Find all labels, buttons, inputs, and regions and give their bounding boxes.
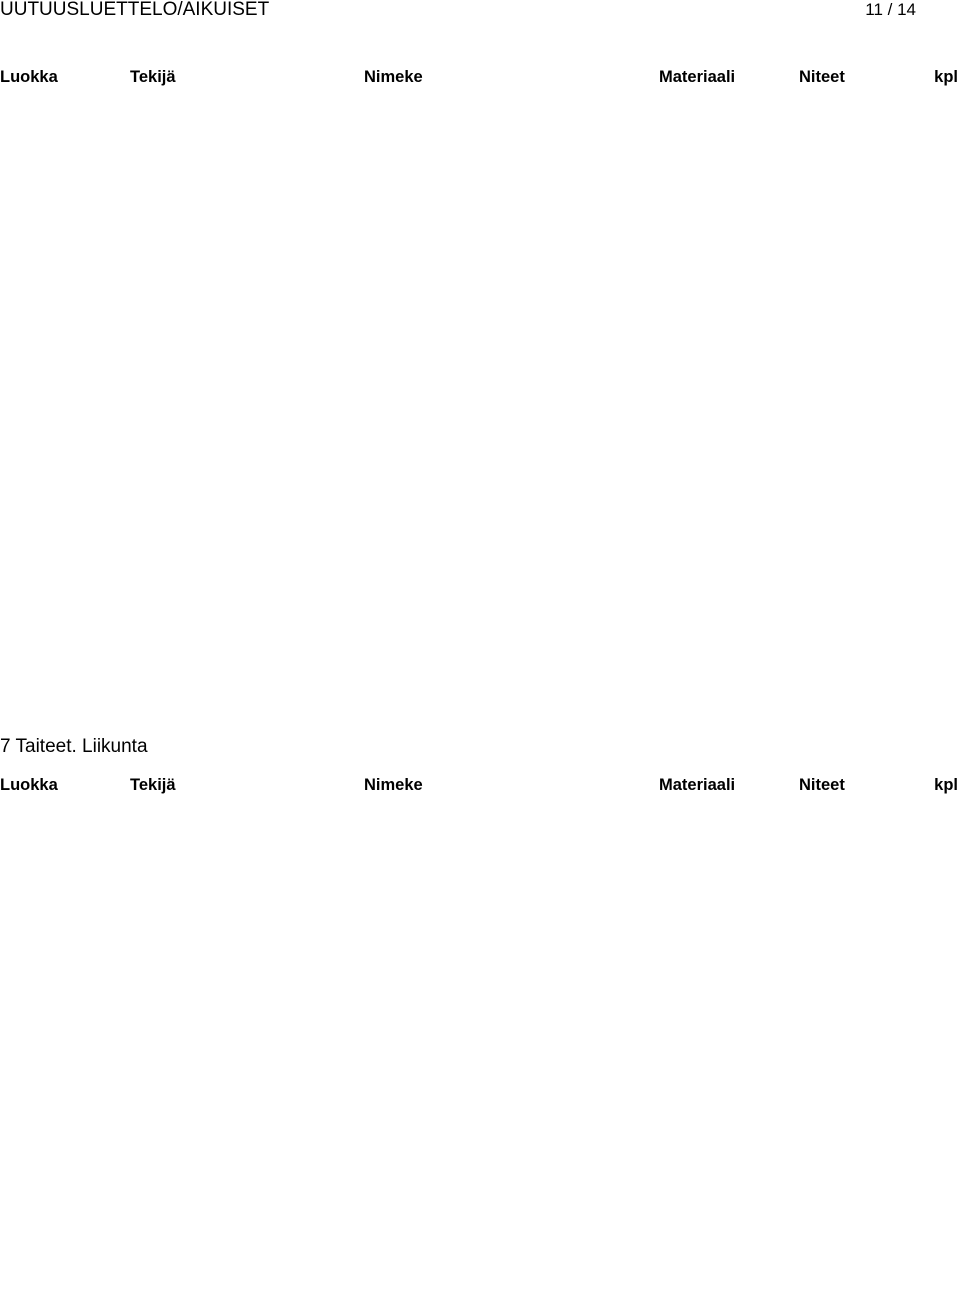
col-kpl: kpl: [934, 68, 958, 86]
col-tekija: Tekijä: [130, 776, 176, 794]
col-niteet: Niteet: [799, 68, 845, 86]
col-nimeke: Nimeke: [364, 68, 423, 86]
col-kpl: kpl: [934, 776, 958, 794]
col-nimeke: Nimeke: [364, 776, 423, 794]
document-title: UUTUUSLUETTELO/AIKUISET: [0, 0, 270, 20]
col-materiaali: Materiaali: [659, 68, 736, 86]
column-headers-2: [0, 775, 960, 797]
section-title: 7 Taiteet. Liikunta: [0, 736, 148, 757]
col-luokka: Luokka: [0, 68, 58, 86]
page-number: 11 / 14: [865, 0, 916, 19]
col-tekija: Tekijä: [130, 68, 176, 86]
col-luokka: Luokka: [0, 776, 58, 794]
col-materiaali: Materiaali: [659, 776, 736, 794]
col-niteet: Niteet: [799, 776, 845, 794]
column-headers: [0, 67, 960, 89]
page-header: [0, 0, 960, 24]
